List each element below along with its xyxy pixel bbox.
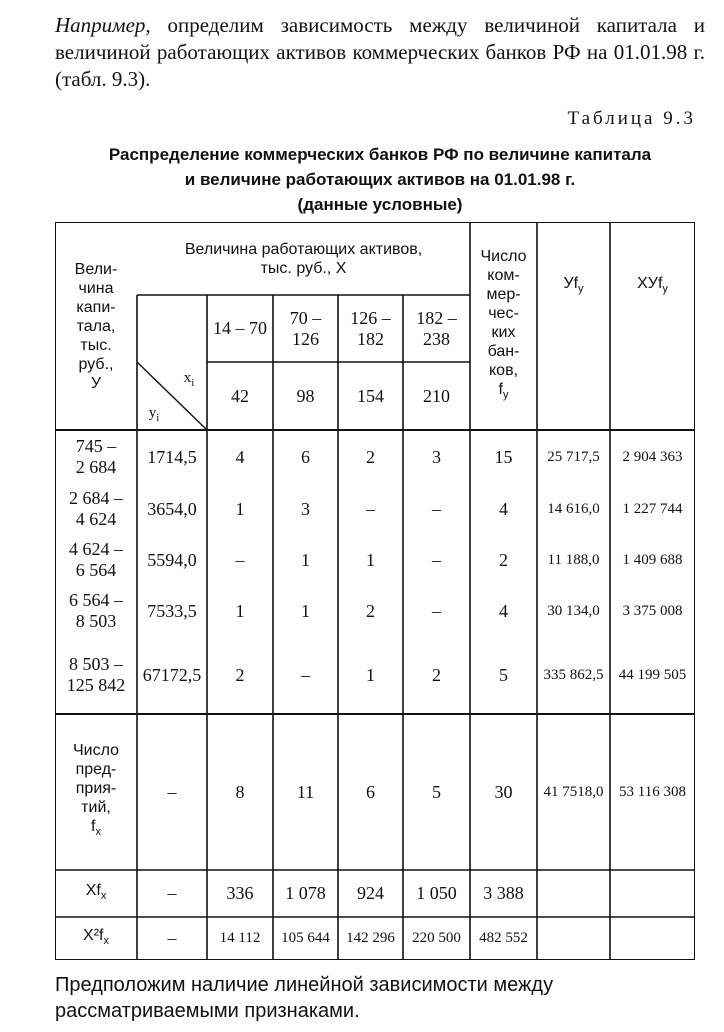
header-capital-text: руб., bbox=[78, 355, 114, 373]
header-bank-count-text: чес- bbox=[488, 304, 519, 322]
row-3-cell-3 bbox=[338, 534, 403, 586]
header-midpoint-value: 154 bbox=[357, 385, 384, 406]
row-2-midpoint bbox=[137, 484, 207, 534]
header-xyf-symbol bbox=[637, 274, 668, 299]
row-xyf-value: 1 227 744 bbox=[622, 500, 683, 517]
row-interval-text: 8 503 – bbox=[69, 654, 123, 674]
total-label-text: пред- bbox=[75, 761, 117, 779]
total-label-line bbox=[73, 741, 119, 760]
row-1-yf bbox=[537, 430, 610, 484]
header-bank-count-line bbox=[499, 380, 509, 405]
row-yf-value: 11 188,0 bbox=[547, 551, 600, 568]
row-interval-line bbox=[76, 611, 117, 632]
row-3-fy bbox=[470, 534, 537, 586]
header-assets bbox=[137, 222, 470, 295]
row-cell-value: 2 bbox=[366, 600, 375, 621]
row-3-cell-4 bbox=[403, 534, 470, 586]
row-cell-value: 6 bbox=[301, 446, 310, 467]
row-fy-value: 4 bbox=[499, 498, 508, 519]
total-cell-3 bbox=[338, 714, 403, 870]
total-label-text: f bbox=[91, 818, 96, 836]
row-yf-value: 30 134,0 bbox=[547, 602, 600, 619]
row-fy-value: 4 bbox=[499, 600, 508, 621]
row-cell-value: – bbox=[235, 549, 245, 570]
row-xyf-value: 1 409 688 bbox=[622, 551, 683, 568]
row-4-interval bbox=[55, 586, 137, 636]
header-range-4-text: 238 bbox=[423, 328, 450, 349]
row-cell-value: 1 bbox=[235, 600, 245, 621]
corner-yi-symbol bbox=[149, 405, 160, 424]
row-3-midpoint bbox=[137, 534, 207, 586]
header-range-2-line bbox=[290, 308, 322, 329]
row-cell-value: 3 bbox=[432, 446, 441, 467]
x2f-label-symbol-main: Х²f bbox=[83, 926, 104, 944]
row-1-cell-1 bbox=[207, 430, 273, 484]
total-label bbox=[55, 714, 137, 870]
row-5-xyf bbox=[610, 636, 695, 714]
header-bank-count-text: мер- bbox=[486, 285, 521, 303]
x2f-cell-1 bbox=[207, 917, 273, 960]
row-cell-value: – bbox=[366, 498, 375, 519]
total-cell-1 bbox=[207, 714, 273, 870]
total-cell-value: 6 bbox=[366, 781, 375, 802]
row-yf-value: 335 862,5 bbox=[543, 666, 604, 683]
row-cell-value: – bbox=[301, 664, 310, 685]
row-2-yf bbox=[537, 484, 610, 534]
total-midpoint bbox=[137, 714, 207, 870]
row-interval-text: 745 – bbox=[75, 436, 117, 456]
xf-fy bbox=[470, 870, 537, 917]
row-5-interval bbox=[55, 636, 137, 714]
header-range-3-text: 182 bbox=[357, 328, 384, 349]
x2f-cell-value: 14 112 bbox=[219, 930, 261, 946]
header-range-4-line bbox=[416, 308, 457, 329]
row-1-cell-2 bbox=[273, 430, 338, 484]
header-range-2-line bbox=[292, 329, 319, 350]
header-midpoint-4 bbox=[403, 362, 470, 430]
header-range-3-text: 126 – bbox=[350, 307, 391, 328]
row-cell-value: 2 bbox=[432, 664, 441, 685]
row-interval-line bbox=[69, 654, 123, 675]
corner-yi-symbol-main: y bbox=[148, 404, 157, 421]
header-range-1-line bbox=[213, 318, 267, 339]
row-interval-text: 2 684 – bbox=[69, 488, 123, 508]
x2f-midpoint bbox=[137, 917, 207, 960]
row-1-interval bbox=[55, 430, 137, 484]
header-yf-symbol-subscript: y bbox=[578, 283, 584, 296]
table-caption bbox=[55, 142, 705, 217]
row-cell-value: – bbox=[432, 549, 441, 570]
header-midpoint-2 bbox=[273, 362, 338, 430]
row-1-fy bbox=[470, 430, 537, 484]
header-yf bbox=[537, 222, 610, 430]
total-label-text: тий, bbox=[81, 799, 111, 817]
row-4-midpoint bbox=[137, 586, 207, 636]
header-yf-symbol bbox=[563, 274, 583, 299]
header-range-1 bbox=[207, 295, 273, 362]
row-interval-line bbox=[76, 457, 117, 478]
row-2-fy bbox=[470, 484, 537, 534]
total-label-text: прия- bbox=[75, 780, 117, 798]
header-bank-count-line bbox=[489, 361, 518, 380]
header-capital-text: У bbox=[90, 374, 102, 392]
row-fy-value: 15 bbox=[494, 446, 513, 467]
row-5-cell-2 bbox=[273, 636, 338, 714]
row-cell-value: 2 bbox=[366, 446, 375, 467]
row-4-cell-3 bbox=[338, 586, 403, 636]
total-yf bbox=[537, 714, 610, 870]
header-range-1-text: 14 – 70 bbox=[213, 318, 267, 338]
header-bank-count-line bbox=[487, 266, 519, 285]
x2f-cell-2 bbox=[273, 917, 338, 960]
row-midpoint-value: 3654,0 bbox=[147, 498, 197, 519]
row-interval-text: 4 624 – bbox=[69, 539, 123, 559]
row-interval-line bbox=[69, 488, 123, 509]
row-5-midpoint bbox=[137, 636, 207, 714]
corner-xi bbox=[171, 366, 207, 392]
row-yf-value: 14 616,0 bbox=[547, 500, 600, 517]
header-yf-symbol-main: Уf bbox=[563, 275, 579, 292]
header-range-4-line bbox=[423, 329, 450, 350]
row-cell-value: 3 bbox=[301, 498, 310, 519]
xf-midpoint bbox=[137, 870, 207, 917]
row-3-xyf bbox=[610, 534, 695, 586]
intro-lead: Например, bbox=[55, 13, 151, 37]
header-capital-text: тала, bbox=[76, 317, 116, 335]
header-xyf-symbol-main: ХУf bbox=[637, 275, 663, 292]
xf-label-symbol bbox=[86, 881, 107, 906]
corner-yi-symbol-subscript: i bbox=[156, 411, 160, 424]
row-cell-value: 1 bbox=[366, 664, 375, 685]
x2f-label-symbol bbox=[83, 926, 109, 951]
total-midpoint-value: – bbox=[167, 781, 177, 802]
x2f-cell-value: 142 296 bbox=[346, 930, 395, 946]
row-3-cell-1 bbox=[207, 534, 273, 586]
x2f-midpoint-value: – bbox=[167, 928, 177, 948]
row-interval-text: 6 564 – bbox=[69, 590, 123, 610]
row-interval-line bbox=[76, 509, 117, 530]
header-range-3-line bbox=[350, 308, 391, 329]
header-bank-count-line bbox=[492, 323, 516, 342]
total-yf-value: 41 7518,0 bbox=[543, 783, 604, 800]
xf-midpoint-value: – bbox=[167, 883, 177, 903]
row-4-xyf bbox=[610, 586, 695, 636]
caption-line-3: (данные условные) bbox=[297, 195, 463, 214]
row-fy-value: 5 bbox=[499, 664, 508, 685]
intro-paragraph bbox=[55, 12, 705, 93]
row-2-xyf bbox=[610, 484, 695, 534]
row-5-yf bbox=[537, 636, 610, 714]
xf-cell-2 bbox=[273, 870, 338, 917]
header-bank-count-text: бан- bbox=[487, 342, 520, 360]
header-range-2-text: 126 bbox=[292, 328, 319, 349]
header-range-2-text: 70 – bbox=[289, 307, 322, 328]
header-midpoint-3 bbox=[338, 362, 403, 430]
row-interval-line bbox=[69, 590, 123, 611]
row-4-cell-1 bbox=[207, 586, 273, 636]
intro-text: определим зависимость между величиной капитала и величиной работающих активов коммерческих банков РФ на 01.01.98 г. (табл. 9.3). bbox=[55, 13, 705, 91]
header-xyf-symbol-subscript: y bbox=[662, 283, 668, 296]
row-5-cell-4 bbox=[403, 636, 470, 714]
total-label-line bbox=[76, 779, 117, 798]
x2f-cell-value: 220 500 bbox=[412, 930, 461, 946]
row-yf-value: 25 717,5 bbox=[547, 448, 600, 465]
table-number: Таблица 9.3 bbox=[567, 108, 696, 129]
row-interval-line bbox=[67, 675, 126, 696]
caption-line-1: Распределение коммерческих банков РФ по величине капитала bbox=[108, 145, 652, 164]
row-interval-line bbox=[76, 560, 117, 581]
row-4-cell-4 bbox=[403, 586, 470, 636]
row-cell-value: – bbox=[432, 600, 441, 621]
header-assets-line-1: Величина работающих активов, bbox=[184, 240, 423, 258]
distribution-table bbox=[55, 222, 695, 960]
caption-line-2: и величине работающих активов на 01.01.98 г. bbox=[184, 170, 576, 189]
header-range-4 bbox=[403, 295, 470, 362]
header-capital-text: чина bbox=[78, 279, 114, 297]
row-interval-text: 2 684 bbox=[75, 457, 117, 477]
x2f-cell-3 bbox=[338, 917, 403, 960]
x2f-cell-value: 105 644 bbox=[281, 930, 330, 946]
xf-label-symbol-subscript: x bbox=[100, 890, 107, 903]
xf-cell-value: 1 050 bbox=[416, 883, 457, 903]
header-bank-count-text: ком- bbox=[487, 266, 520, 284]
total-xyf bbox=[610, 714, 695, 870]
total-label-line bbox=[76, 760, 117, 779]
row-1-xyf bbox=[610, 430, 695, 484]
corner-xi-symbol-subscript: i bbox=[191, 376, 195, 389]
row-3-yf bbox=[537, 534, 610, 586]
row-5-fy bbox=[470, 636, 537, 714]
header-range-3 bbox=[338, 295, 403, 362]
header-capital-line bbox=[76, 298, 115, 317]
header-xyf bbox=[610, 222, 695, 430]
total-cell-4 bbox=[403, 714, 470, 870]
row-cell-value: 1 bbox=[301, 600, 310, 621]
header-bank-count-text: ков, bbox=[488, 361, 519, 379]
row-5-cell-1 bbox=[207, 636, 273, 714]
xf-cell-value: 924 bbox=[357, 883, 384, 903]
header-range-4-text: 182 – bbox=[416, 307, 457, 328]
corner-yi bbox=[137, 400, 171, 428]
header-bank-count-text: Число bbox=[480, 247, 527, 265]
header-capital-line bbox=[80, 336, 111, 355]
xf-label-symbol-main: Хf bbox=[85, 881, 101, 899]
header-capital-line bbox=[75, 260, 118, 279]
total-cell-2 bbox=[273, 714, 338, 870]
xf-cell-value: 336 bbox=[226, 883, 254, 903]
row-2-cell-1 bbox=[207, 484, 273, 534]
row-xyf-value: 3 375 008 bbox=[622, 602, 683, 619]
row-4-cell-2 bbox=[273, 586, 338, 636]
total-label-text: Число bbox=[72, 742, 119, 760]
xf-cell-value: 1 078 bbox=[285, 883, 326, 903]
header-bank-count-text: ких bbox=[491, 323, 516, 341]
header-capital-line bbox=[79, 355, 114, 374]
row-4-fy bbox=[470, 586, 537, 636]
header-assets-line-2: тыс. руб., Х bbox=[260, 259, 347, 277]
row-2-cell-3 bbox=[338, 484, 403, 534]
header-bank-count-subscript: y bbox=[502, 389, 509, 402]
total-xyf-value: 53 116 308 bbox=[619, 783, 686, 800]
row-midpoint-value: 5594,0 bbox=[147, 549, 197, 570]
row-xyf-value: 44 199 505 bbox=[618, 666, 687, 683]
header-bank-count-line bbox=[480, 247, 526, 266]
xf-label bbox=[55, 870, 137, 917]
row-cell-value: 2 bbox=[235, 664, 245, 685]
header-capital-text: Вели- bbox=[74, 260, 118, 278]
corner-xi-symbol-main: x bbox=[183, 369, 192, 386]
header-midpoint-value: 42 bbox=[231, 385, 249, 406]
row-1-cell-3 bbox=[338, 430, 403, 484]
header-capital bbox=[55, 222, 137, 430]
total-cell-value: 8 bbox=[235, 781, 245, 802]
header-bank-count-text: f bbox=[498, 380, 503, 398]
xf-fy-value: 3 388 bbox=[483, 883, 524, 903]
xf-cell-3 bbox=[338, 870, 403, 917]
header-capital-line bbox=[78, 279, 113, 298]
row-cell-value: – bbox=[432, 498, 441, 519]
header-bank-count-line bbox=[488, 342, 520, 361]
row-interval-text: 6 564 bbox=[75, 560, 117, 580]
header-bank-count-line bbox=[488, 304, 519, 323]
x2f-cell-4 bbox=[403, 917, 470, 960]
row-cell-value: 4 bbox=[235, 446, 245, 467]
x2f-label-symbol-subscript: x bbox=[103, 935, 109, 948]
row-2-interval bbox=[55, 484, 137, 534]
row-midpoint-value: 67172,5 bbox=[142, 664, 202, 685]
row-5-cell-3 bbox=[338, 636, 403, 714]
row-midpoint-value: 7533,5 bbox=[147, 600, 197, 621]
row-interval-line bbox=[76, 436, 117, 457]
row-interval-line bbox=[69, 539, 123, 560]
total-label-subscript: x bbox=[95, 826, 101, 839]
row-xyf-value: 2 904 363 bbox=[622, 448, 683, 465]
closing-paragraph: Предположим наличие линейной зависимости между рассматриваемыми признаками. bbox=[55, 974, 554, 1022]
row-interval-text: 125 842 bbox=[66, 675, 126, 695]
row-interval-text: 8 503 bbox=[75, 611, 117, 631]
row-2-cell-2 bbox=[273, 484, 338, 534]
header-range-2 bbox=[273, 295, 338, 362]
header-capital-line bbox=[91, 374, 101, 393]
row-4-yf bbox=[537, 586, 610, 636]
x2f-fy bbox=[470, 917, 537, 960]
row-fy-value: 2 bbox=[499, 549, 508, 570]
total-cell-value: 11 bbox=[296, 781, 315, 802]
total-cell-value: 5 bbox=[432, 781, 441, 802]
row-1-midpoint bbox=[137, 430, 207, 484]
row-3-cell-2 bbox=[273, 534, 338, 586]
row-interval-text: 4 624 bbox=[75, 509, 117, 529]
total-fy bbox=[470, 714, 537, 870]
header-capital-text: тыс. bbox=[80, 336, 112, 354]
xf-cell-1 bbox=[207, 870, 273, 917]
header-range-3-line bbox=[357, 329, 384, 350]
xf-cell-4 bbox=[403, 870, 470, 917]
total-label-line bbox=[81, 798, 111, 817]
total-label-line bbox=[91, 817, 101, 842]
row-1-cell-4 bbox=[403, 430, 470, 484]
header-bank-count-line bbox=[486, 285, 520, 304]
header-capital-text: капи- bbox=[76, 298, 116, 316]
row-cell-value: 1 bbox=[235, 498, 245, 519]
row-cell-value: 1 bbox=[301, 549, 310, 570]
header-bank-count bbox=[470, 222, 537, 430]
x2f-label bbox=[55, 917, 137, 960]
corner-xi-symbol bbox=[184, 370, 195, 389]
header-capital-line bbox=[77, 317, 116, 336]
x2f-fy-value: 482 552 bbox=[479, 930, 528, 946]
header-midpoint-1 bbox=[207, 362, 273, 430]
header-midpoint-value: 98 bbox=[296, 385, 315, 406]
row-2-cell-4 bbox=[403, 484, 470, 534]
row-cell-value: 1 bbox=[366, 549, 375, 570]
header-midpoint-value: 210 bbox=[423, 385, 450, 406]
row-midpoint-value: 1714,5 bbox=[147, 446, 197, 467]
row-3-interval bbox=[55, 534, 137, 586]
total-fy-value: 30 bbox=[494, 781, 513, 802]
